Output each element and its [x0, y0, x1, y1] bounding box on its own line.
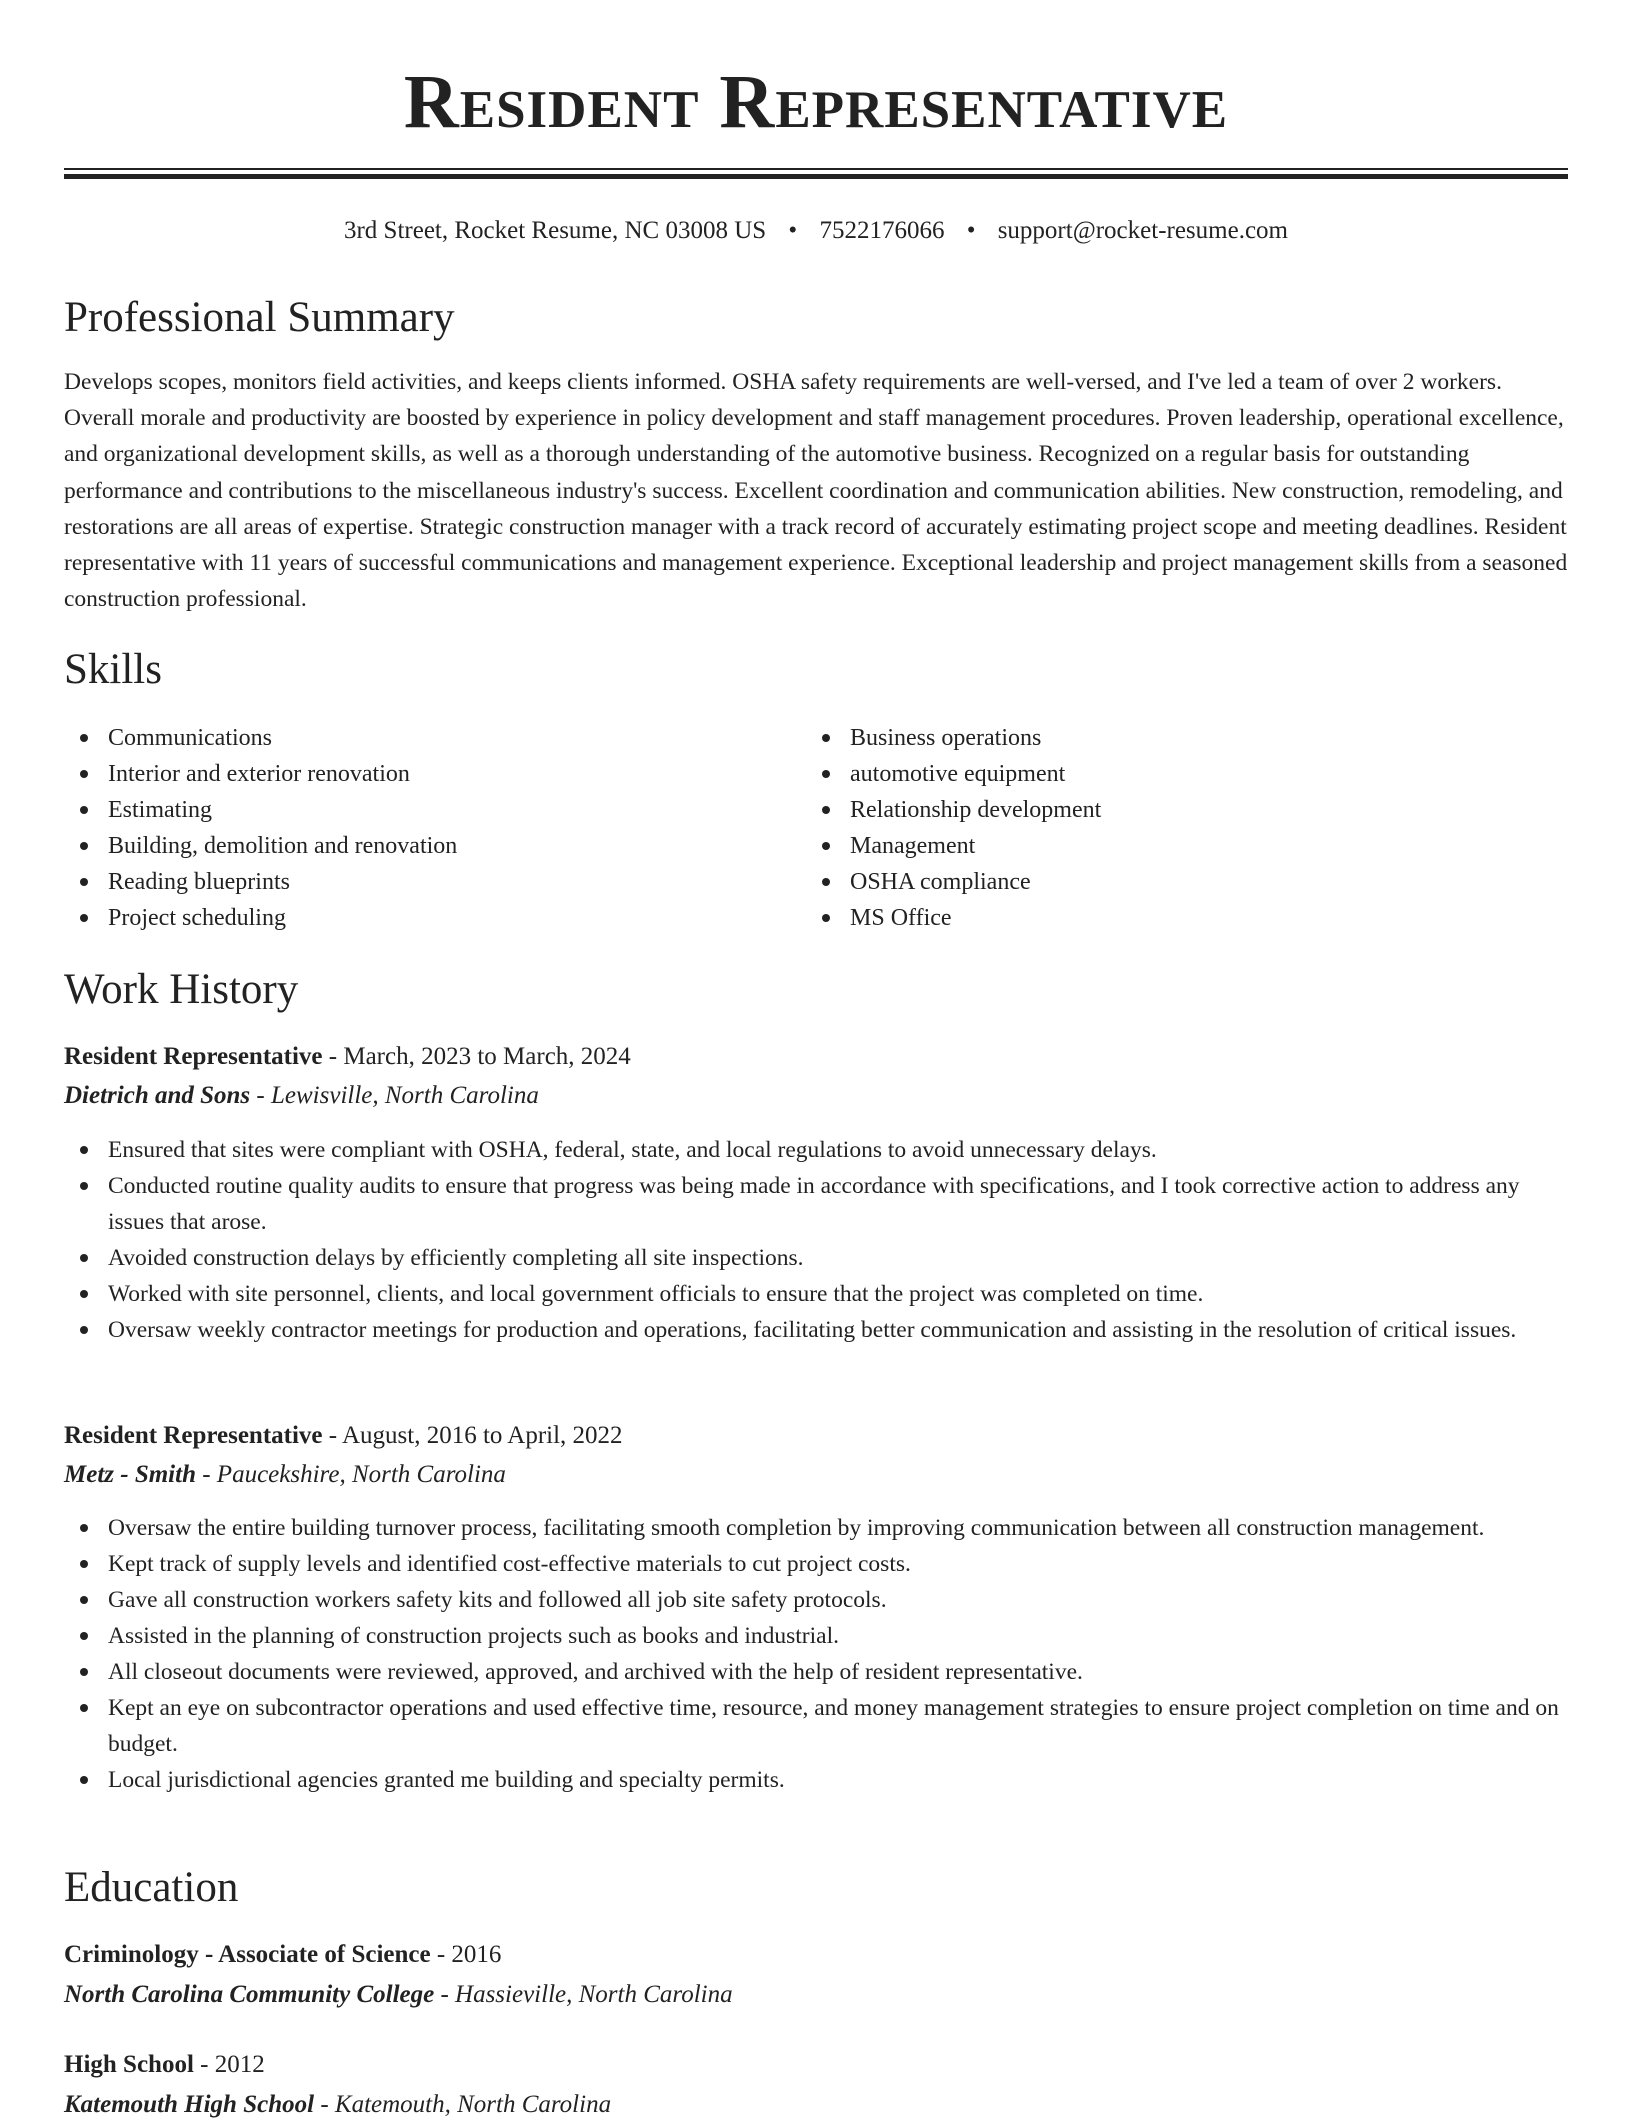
education-year: - 2012 — [193, 2051, 265, 2078]
education-school: North Carolina Community College — [64, 1981, 435, 2008]
job-company: Dietrich and Sons — [64, 1082, 251, 1109]
skill-item: Estimating — [64, 792, 764, 828]
summary-text: Develops scopes, monitors field activities, and keeps clients informed. OSHA safety requirements are well-versed, and I've led a team of over 2 workers. Overall morale and productivity are boosted by experience in policy development and staff management procedures. Proven leadership, operational excellence, and organizational development skills, as well as a thorough understanding of the automotive business. Recognized on a regular basis for outstanding performance and contributions to the miscellaneous industry's success. Excellent coordination and communication abilities. New construction, remodeling, and restorations are all areas of expertise. Strategic construction manager with a track record of accurately estimating project scope and meeting deadlines. Resident representative with 11 years of successful communications and management experience. Exceptional leadership and project management skills from a seasoned construction professional. — [64, 369, 1568, 613]
education-year: - 2016 — [430, 1941, 502, 1968]
education-school-line — [64, 2087, 611, 2123]
education-location: - Katemouth, North Carolina — [314, 2091, 612, 2118]
skill-item: Relationship development — [806, 792, 1566, 828]
skill-item: automotive equipment — [806, 756, 1566, 792]
skill-item: Project scheduling — [64, 900, 764, 936]
job-company-line — [64, 1457, 506, 1493]
job-bullets — [64, 1510, 1568, 1798]
contact-line — [64, 214, 1568, 248]
contact-separator: • — [788, 217, 798, 244]
job-bullet: Oversaw the entire building turnover process, facilitating smooth completion by improving communication between all construction management. — [64, 1510, 1568, 1546]
job-bullet: Worked with site personnel, clients, and local government officials to ensure that the project was completed on time. — [64, 1276, 1568, 1312]
job-company: Metz - Smith — [64, 1461, 196, 1488]
job-title-line — [64, 1039, 631, 1075]
skill-item: OSHA compliance — [806, 864, 1566, 900]
education-degree: High School — [64, 2051, 194, 2078]
skill-item: MS Office — [806, 900, 1566, 936]
job-company-line — [64, 1078, 539, 1114]
job-location: - Paucekshire, North Carolina — [195, 1461, 506, 1488]
education-degree-line — [64, 1937, 501, 1973]
job-bullets — [64, 1132, 1568, 1348]
job-role: Resident Representative — [64, 1043, 323, 1070]
job-bullet: All closeout documents were reviewed, approved, and archived with the help of resident representative. — [64, 1654, 1568, 1690]
skills-list-left — [64, 720, 764, 936]
job-dates: - March, 2023 to March, 2024 — [322, 1043, 631, 1070]
skills-list-right — [806, 720, 1566, 936]
job-bullet: Avoided construction delays by efficiently completing all site inspections. — [64, 1240, 1568, 1276]
job-bullet: Kept track of supply levels and identified cost-effective materials to cut project costs. — [64, 1546, 1568, 1582]
skill-item: Interior and exterior renovation — [64, 756, 764, 792]
skill-item: Communications — [64, 720, 764, 756]
skill-item: Building, demolition and renovation — [64, 828, 764, 864]
education-school-line — [64, 1977, 733, 2013]
job-role: Resident Representative — [64, 1422, 323, 1449]
job-dates: - August, 2016 to April, 2022 — [322, 1422, 623, 1449]
skill-item: Management — [806, 828, 1566, 864]
job-bullet: Oversaw weekly contractor meetings for production and operations, facilitating better communication and assisting in the resolution of critical issues. — [64, 1312, 1568, 1348]
education-location: - Hassieville, North Carolina — [434, 1981, 733, 2008]
skill-item: Reading blueprints — [64, 864, 764, 900]
job-bullet: Kept an eye on subcontractor operations and used effective time, resource, and money management strategies to ensure project completion on time and on budget. — [64, 1690, 1568, 1762]
resume-name-heading: Resident Representative — [403, 60, 1229, 144]
contact-email: support@rocket-resume.com — [997, 217, 1288, 244]
job-location: - Lewisville, North Carolina — [250, 1082, 539, 1109]
job-bullet: Gave all construction workers safety kits and followed all job site safety protocols. — [64, 1582, 1568, 1618]
job-title-line — [64, 1418, 623, 1454]
education-school: Katemouth High School — [64, 2091, 315, 2118]
work-history-heading: Work History — [64, 966, 299, 1013]
contact-separator: • — [966, 217, 976, 244]
header-rule-thick — [64, 174, 1568, 179]
education-degree-line — [64, 2047, 265, 2083]
header-rule-thin — [64, 168, 1568, 170]
job-bullet: Local jurisdictional agencies granted me building and specialty permits. — [64, 1762, 1568, 1798]
job-bullet: Ensured that sites were compliant with OSHA, federal, state, and local regulations to avoid unnecessary delays. — [64, 1132, 1568, 1168]
contact-phone: 7522176066 — [819, 217, 945, 244]
job-bullet: Assisted in the planning of construction projects such as books and industrial. — [64, 1618, 1568, 1654]
contact-address: 3rd Street, Rocket Resume, NC 03008 US — [343, 217, 767, 244]
education-heading: Education — [64, 1864, 239, 1911]
education-degree: Criminology - Associate of Science — [64, 1941, 431, 1968]
skill-item: Business operations — [806, 720, 1566, 756]
job-bullet: Conducted routine quality audits to ensure that progress was being made in accordance with specifications, and I took corrective action to address any issues that arose. — [64, 1168, 1568, 1240]
summary-heading: Professional Summary — [64, 294, 455, 341]
skills-heading: Skills — [64, 646, 162, 693]
